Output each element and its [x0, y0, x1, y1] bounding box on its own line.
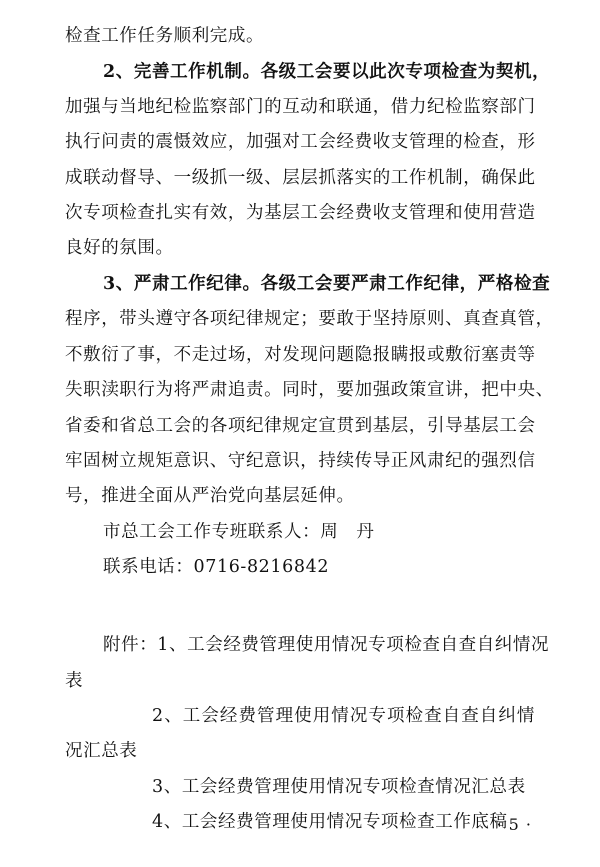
text-line: 省委和省总工会的各项纪律规定宣贯到基层，引导基层工会	[65, 416, 536, 436]
heading-line: 3、严肃工作纪律。各级工会要严肃工作纪律，严格检查	[103, 274, 551, 294]
text-line: 号，推进全面从严治党向基层延伸。	[65, 486, 355, 506]
heading-line: 2、完善工作机制。各级工会要以此次专项检查为契机，	[103, 62, 551, 82]
page-number: · 5 ·	[496, 815, 532, 834]
text-line: 良好的氛围。	[65, 238, 174, 258]
contact-person: 市总工会工作专班联系人：周 丹	[103, 522, 375, 542]
attachment-item: 附件：1、工会经费管理使用情况专项检查自查自纠情况	[103, 635, 550, 655]
text-line: 次专项检查扎实有效，为基层工会经费收支管理和使用营造	[65, 203, 536, 223]
text-line: 失职渎职行为将严肃追责。同时，要加强政策宣讲，把中央、	[65, 380, 554, 400]
attachment-item-continued: 表	[65, 671, 84, 691]
attachment-item-continued: 况汇总表	[65, 741, 138, 761]
contact-phone: 联系电话：0716-8216842	[103, 557, 330, 577]
text-line: 加强与当地纪检监察部门的互动和联通，借力纪检监察部门	[65, 97, 536, 117]
text-line: 不敷衍了事，不走过场，对发现问题隐报瞒报或敷衍塞责等	[65, 345, 536, 365]
text-line: 执行问责的震慑效应，加强对工会经费收支管理的检查，形	[65, 132, 536, 152]
attachment-item: 2、工会经费管理使用情况专项检查自查自纠情	[152, 706, 535, 726]
attachment-item: 3、工会经费管理使用情况专项检查情况汇总表	[152, 777, 526, 797]
text-line: 牢固树立规矩意识、守纪意识，持续传导正风肃纪的强烈信	[65, 451, 536, 471]
text-line: 程序，带头遵守各项纪律规定；要敢于坚持原则、真查真管，	[65, 309, 554, 329]
attachment-item: 4、工会经费管理使用情况专项检查工作底稿	[152, 812, 508, 832]
text-line: 检查工作任务顺利完成。	[65, 26, 265, 46]
text-line: 成联动督导、一级抓一级、层层抓落实的工作机制，确保此	[65, 168, 536, 188]
